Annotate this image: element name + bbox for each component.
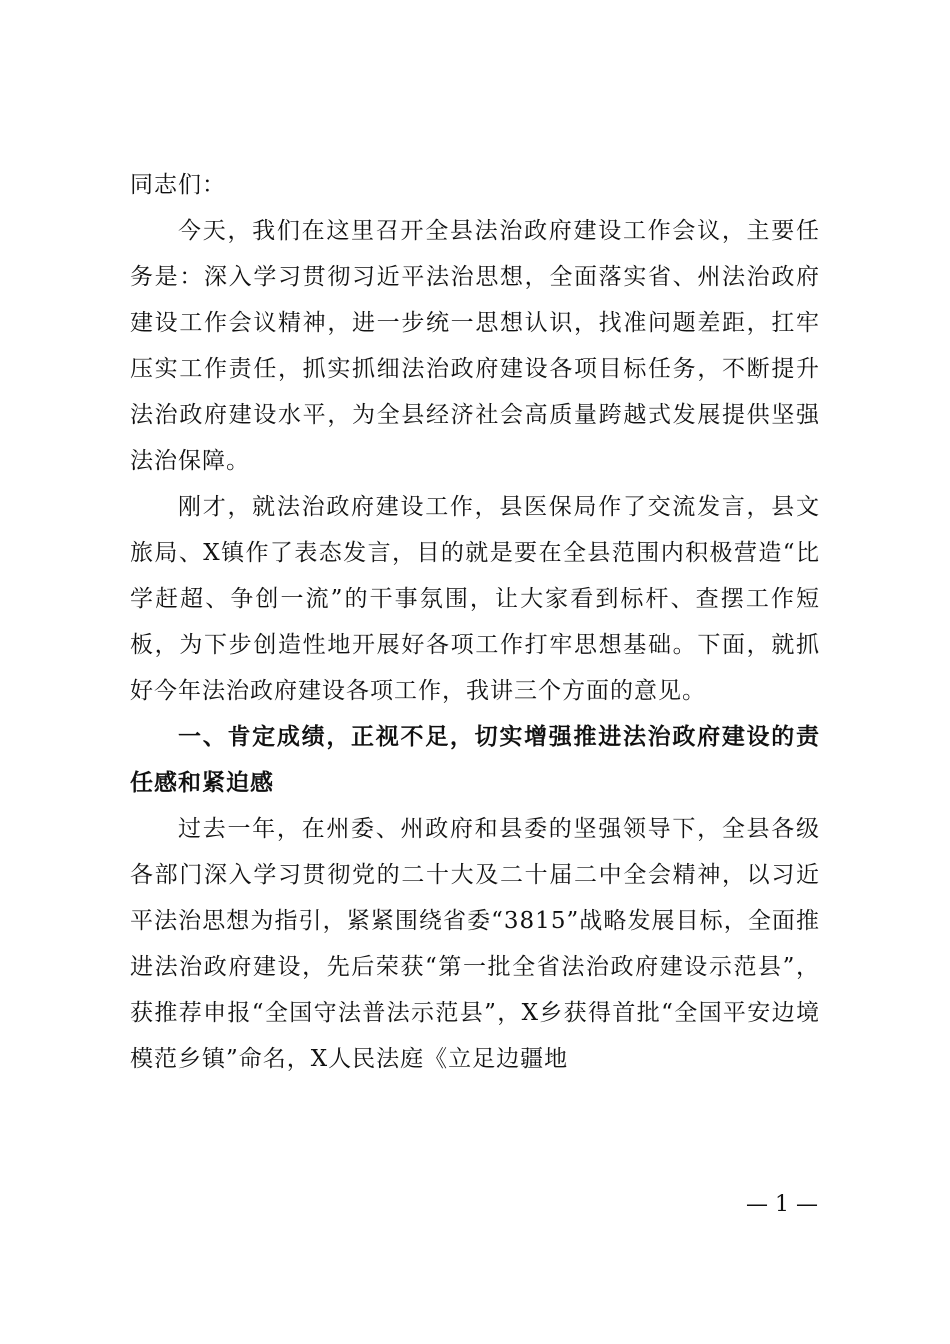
salutation: 同志们： (130, 172, 226, 198)
document-body (130, 162, 820, 1082)
section-heading-1: 一、肯定成绩，正视不足，切实增强推进法治政府建设的责任感和紧迫感 (130, 724, 820, 796)
page-number: — 1 — (746, 1192, 818, 1217)
paragraph-2: 刚才，就法治政府建设工作，县医保局作了交流发言，县文旅局、X镇作了表态发言，目的就是要在全县范围内积极营造“比学赶超、争创一流”的干事氛围，让大家看到标杆、查摆工作短板，为下步创造性地开展好各项工作打牢思想基础。下面，就抓好今年法治政府建设各项工作，我讲三个方面的意见。 (130, 494, 820, 704)
paragraph-3: 过去一年，在州委、州政府和县委的坚强领导下，全县各级各部门深入学习贯彻党的二十大及二十届二中全会精神，以习近平法治思想为指引，紧紧围绕省委“3815”战略发展目标，全面推进法治政府建设，先后荣获“第一批全省法治政府建设示范县”，获推荐申报“全国守法普法示范县”，X乡获得首批“全国平安边境模范乡镇”命名，X人民法庭《立足边疆地 (130, 816, 820, 1072)
paragraph-1: 今天，我们在这里召开全县法治政府建设工作会议，主要任务是：深入学习贯彻习近平法治思想，全面落实省、州法治政府建设工作会议精神，进一步统一思想认识，找准问题差距，扛牢压实工作责任，抓实抓细法治政府建设各项目标任务，不断提升法治政府建设水平，为全县经济社会高质量跨越式发展提供坚强法治保障。 (130, 218, 820, 474)
